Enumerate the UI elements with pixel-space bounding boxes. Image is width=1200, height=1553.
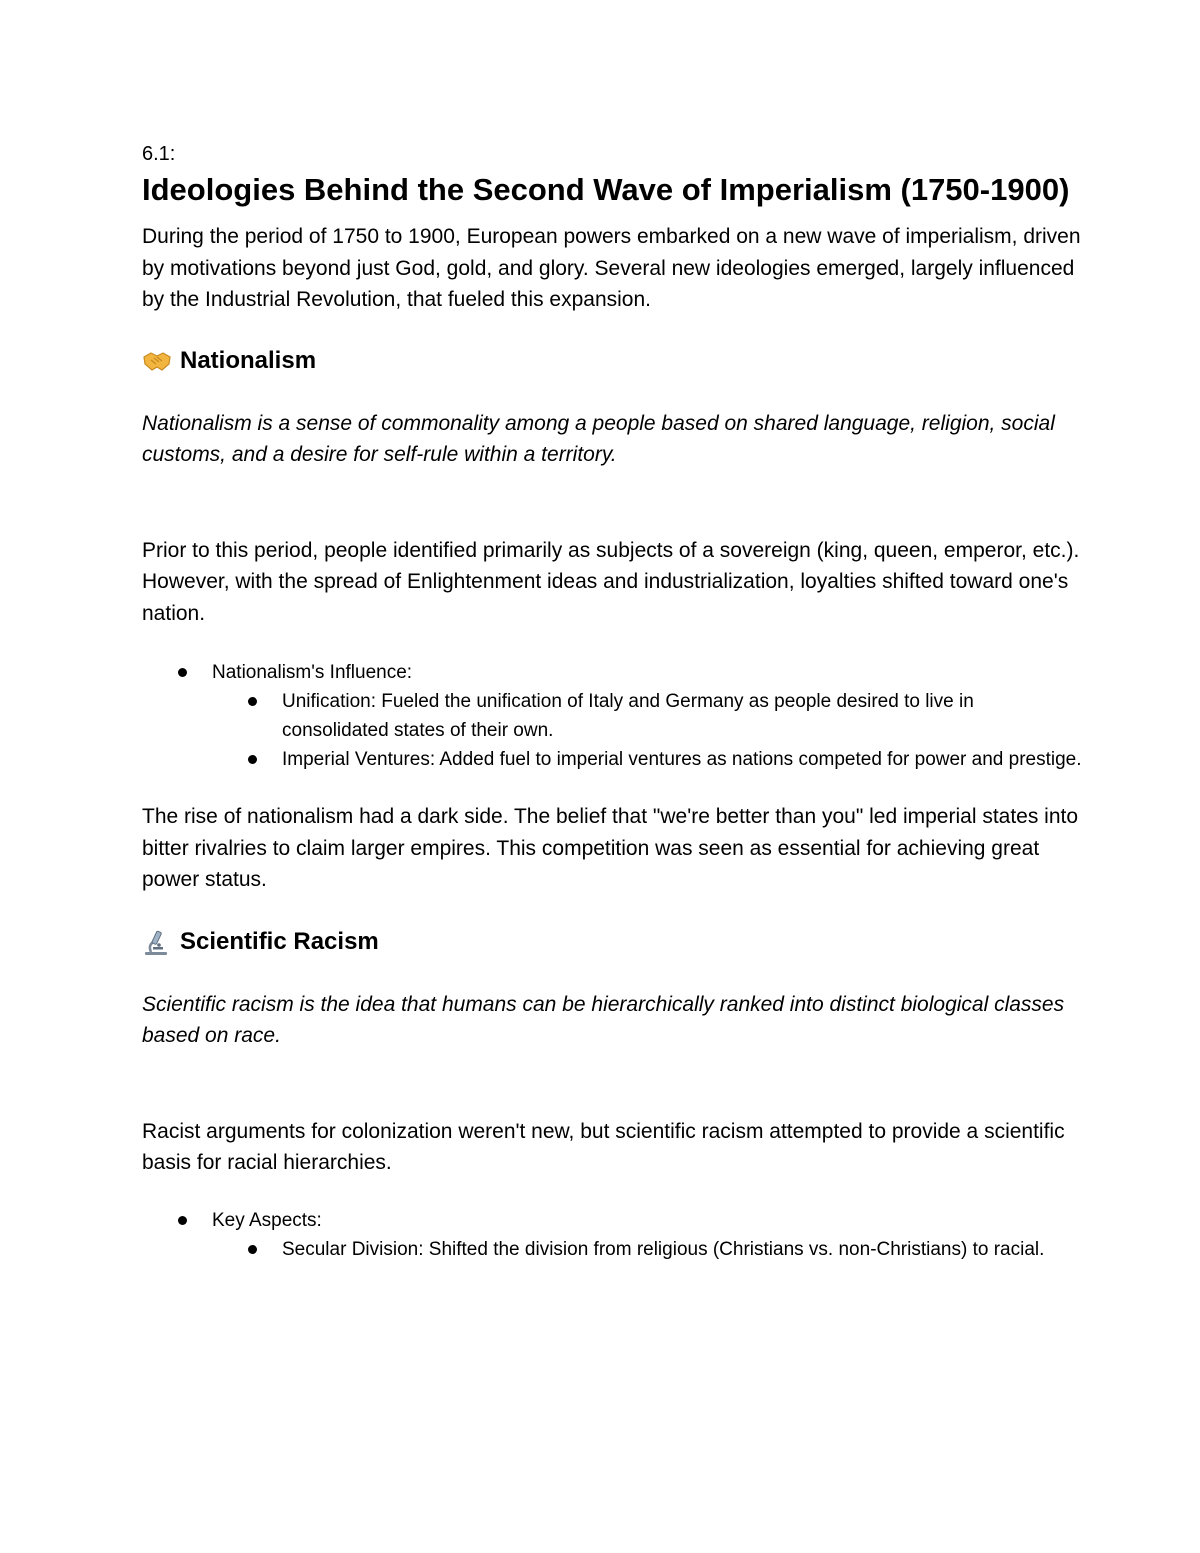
intro-paragraph: During the period of 1750 to 1900, European powers embarked on a new wave of imperialism, driven by motivations beyond just God, gold, and glory. Several new ideologies emerged, largely influenced by the Industrial Revolution, that fueled this expansion. (142, 225, 1081, 311)
list-item-text: Imperial Ventures: Added fuel to imperial ventures as nations competed for power and prestige. (282, 749, 1082, 770)
scientific-racism-list (142, 1206, 1082, 1264)
bullet-icon (178, 668, 187, 677)
bullet-icon (248, 755, 257, 764)
scientific-racism-paragraph: Racist arguments for colonization weren't new, but scientific racism attempted to provide a scientific basis for racial hierarchies. (142, 1119, 1065, 1174)
handshake-icon (142, 347, 172, 375)
list-item-text: Secular Division: Shifted the division from religious (Christians vs. non-Christians) to racial. (282, 1238, 1045, 1260)
list-item (142, 1206, 1082, 1264)
list-item (142, 658, 1082, 774)
list-item-text: Unification: Fueled the unification of Italy and Germany as people desired to live in consolidated states of their own. (282, 691, 974, 741)
nationalism-heading (142, 345, 1082, 377)
bullet-icon (248, 697, 257, 706)
scientific-racism-sub-list (212, 1235, 1082, 1264)
bullet-icon (248, 1245, 257, 1254)
nationalism-sub-list (212, 687, 1082, 774)
nationalism-paragraph: Prior to this period, people identified primarily as subjects of a sovereign (king, queen, emperor, etc.). However, with the spread of Enlightenment ideas and industrialization, loyalties shifted toward one's nation. (142, 538, 1080, 625)
page-title: Ideologies Behind the Second Wave of Imperialism (1750-1900) (142, 172, 1070, 207)
list-item-label: Nationalism's Influence: (212, 662, 413, 683)
nationalism-closing: The rise of nationalism had a dark side. The belief that "we're better than you" led imperial states into bitter rivalries to claim larger empires. This competition was seen as essential for achieving great power status. (142, 805, 1079, 891)
nationalism-list (142, 658, 1082, 774)
scientific-racism-definition: Scientific racism is the idea that humans can be hierarchically ranked into distinct biological classes based on race. (142, 992, 1065, 1047)
scientific-racism-heading (142, 926, 1082, 958)
list-item (212, 745, 1082, 774)
list-item (212, 1235, 1082, 1264)
section-number: 6.1: (142, 143, 176, 165)
scientific-racism-heading-text: Scientific Racism (180, 927, 379, 955)
nationalism-definition: Nationalism is a sense of commonality among a people based on shared language, religion, social customs, and a desire for self-rule within a territory. (142, 411, 1055, 466)
nationalism-heading-text: Nationalism (180, 346, 317, 374)
bullet-icon (178, 1216, 187, 1225)
list-item-label: Key Aspects: (212, 1209, 322, 1231)
list-item (212, 687, 1082, 745)
microscope-icon (142, 928, 172, 956)
document-page (142, 140, 1082, 1264)
